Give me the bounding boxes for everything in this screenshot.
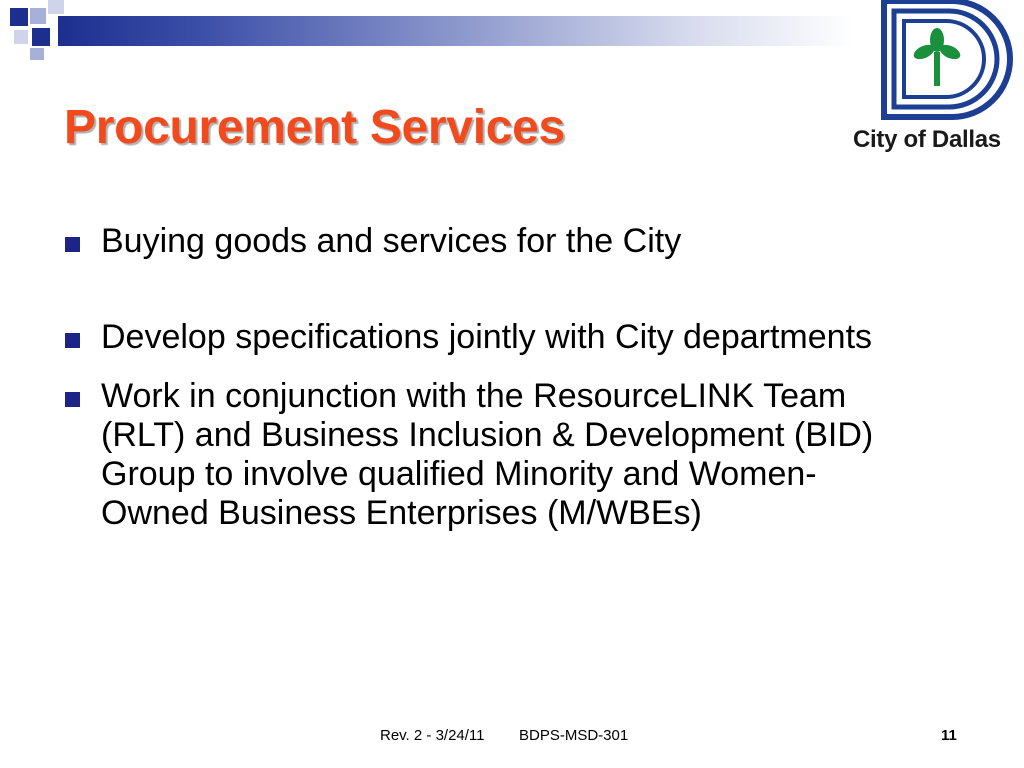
header-decoration	[0, 0, 860, 62]
bullet-item: Buying goods and services for the City	[64, 222, 924, 261]
header-gradient-bar	[58, 16, 853, 46]
slide-title: Procurement Services	[64, 101, 565, 154]
footer-doc-code: BDPS-MSD-301	[519, 727, 629, 744]
bullet-item: Work in conjunction with the ResourceLINK Team (RLT) and Business Inclusion & Development (BID) Group to involve qualified Minority and Women-Owned Business Enterprises (M/WBEs)	[64, 377, 924, 533]
decor-square	[48, 0, 64, 14]
logo-inner-d	[894, 11, 997, 107]
bullet-item: Develop specifications jointly with City departments	[64, 318, 924, 357]
decor-square	[30, 8, 46, 24]
logo-stem	[934, 52, 940, 86]
footer-revision: Rev. 2 - 3/24/11	[380, 727, 485, 744]
decor-square	[14, 30, 28, 44]
decor-square	[10, 8, 28, 26]
logo-center-d	[904, 21, 984, 97]
decor-square	[32, 28, 50, 46]
page-number: 11	[941, 727, 957, 744]
bullet-list	[64, 222, 924, 533]
logo-text: City of Dallas	[853, 126, 1001, 153]
decor-square	[30, 48, 44, 60]
